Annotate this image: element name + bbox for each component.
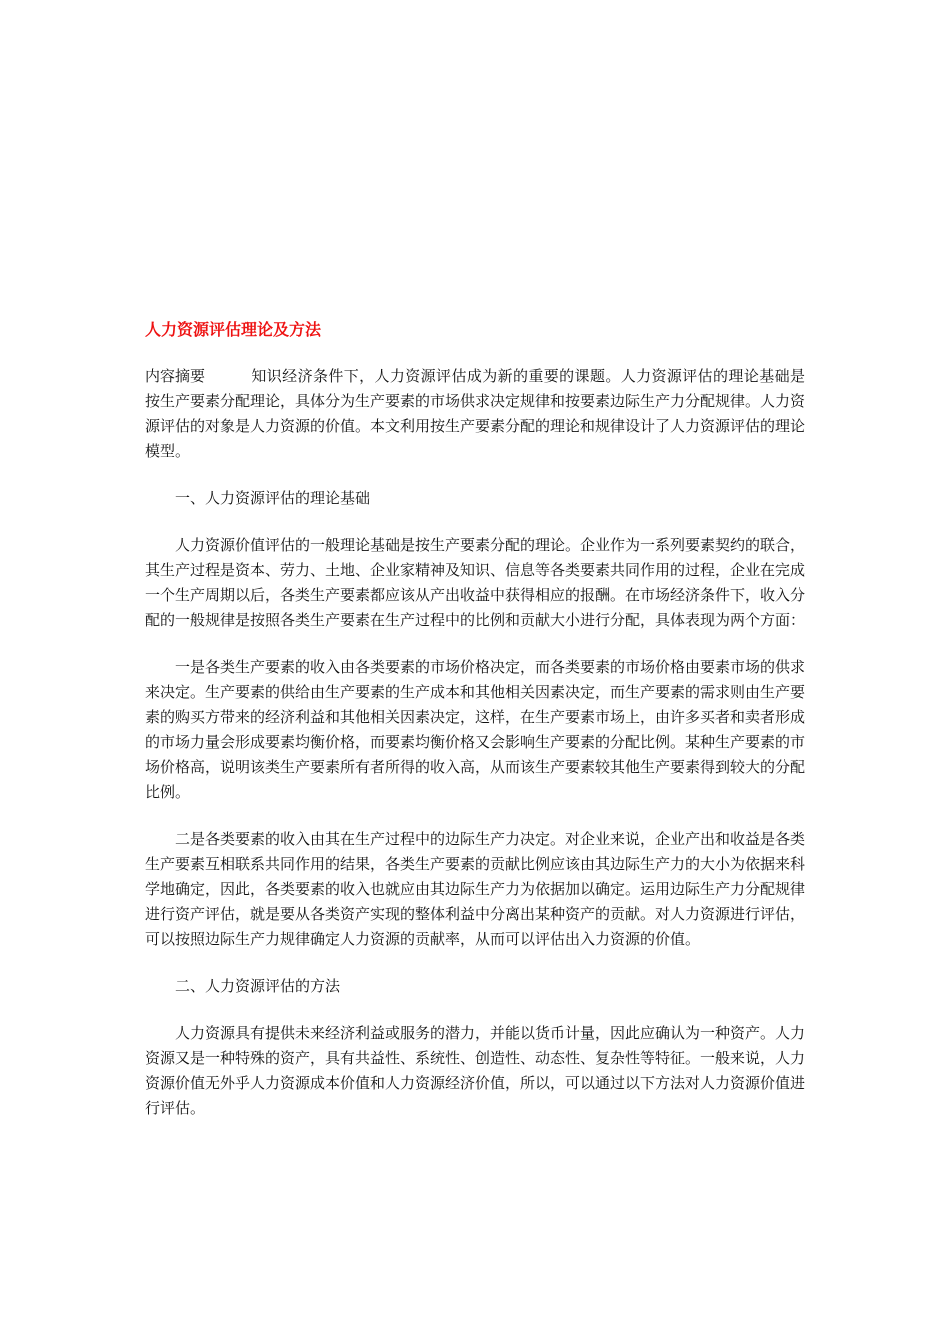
abstract-text: 知识经济条件下，人力资源评估成为新的重要的课题。人力资源评估的理论基础是按生产要素分配理论，具体分为生产要素的市场供求决定规律和按要素边际生产力分配规律。人力资源评估的对象是人力资源的价值。本文利用按生产要素分配的理论和规律设计了人力资源评估的理论模型。	[145, 367, 806, 460]
abstract-paragraph	[145, 364, 805, 464]
document-page	[145, 318, 805, 1143]
section2-paragraph-1: 人力资源具有提供未来经济利益或服务的潜力，并能以货币计量，因此应确认为一种资产。人力资源又是一种特殊的资产，具有共益性、系统性、创造性、动态性、复杂性等特征。一般来说，人力资源价值无外乎人力资源成本价值和人力资源经济价值，所以，可以通过以下方法对人力资源价值进行评估。	[145, 1024, 806, 1117]
abstract-label: 内容摘要	[145, 367, 206, 385]
section1-heading: 一、人力资源评估的理论基础	[175, 489, 371, 507]
document-title: 人力资源评估理论及方法	[145, 320, 322, 339]
section1-paragraph-2: 一是各类生产要素的收入由各类要素的市场价格决定，而各类要素的市场价格由要素市场的供求来决定。生产要素的供给由生产要素的生产成本和其他相关因素决定，而生产要素的需求则由生产要素的购买方带来的经济利益和其他相关因素决定，这样，在生产要素市场上，由许多买者和卖者形成的市场力量会形成要素均衡价格，而要素均衡价格又会影响生产要素的分配比例。某种生产要素的市场价格高，说明该类生产要素所有者所得的收入高，从而该生产要素较其他生产要素得到较大的分配比例。	[145, 658, 806, 801]
section1-paragraph-3: 二是各类要素的收入由其在生产过程中的边际生产力决定。对企业来说，企业产出和收益是各类生产要素互相联系共同作用的结果，各类生产要素的贡献比例应该由其边际生产力的大小为依据来科学地确定，因此，各类要素的收入也就应由其边际生产力为依据加以确定。运用边际生产力分配规律进行资产评估，就是要从各类资产实现的整体利益中分离出某种资产的贡献。对人力资源进行评估，可以按照边际生产力规律确定人力资源的贡献率，从而可以评估出入力资源的价值。	[145, 830, 806, 948]
section2-heading: 二、人力资源评估的方法	[175, 977, 341, 995]
section1-paragraph-1: 人力资源价值评估的一般理论基础是按生产要素分配的理论。企业作为一系列要素契约的联合，其生产过程是资本、劳力、土地、企业家精神及知识、信息等各类要素共同作用的过程，企业在完成一个生产周期以后，各类生产要素都应该从产出收益中获得相应的报酬。在市场经济条件下，收入分配的一般规律是按照各类生产要素在生产过程中的比例和贡献大小进行分配，具体表现为两个方面：	[145, 536, 806, 629]
